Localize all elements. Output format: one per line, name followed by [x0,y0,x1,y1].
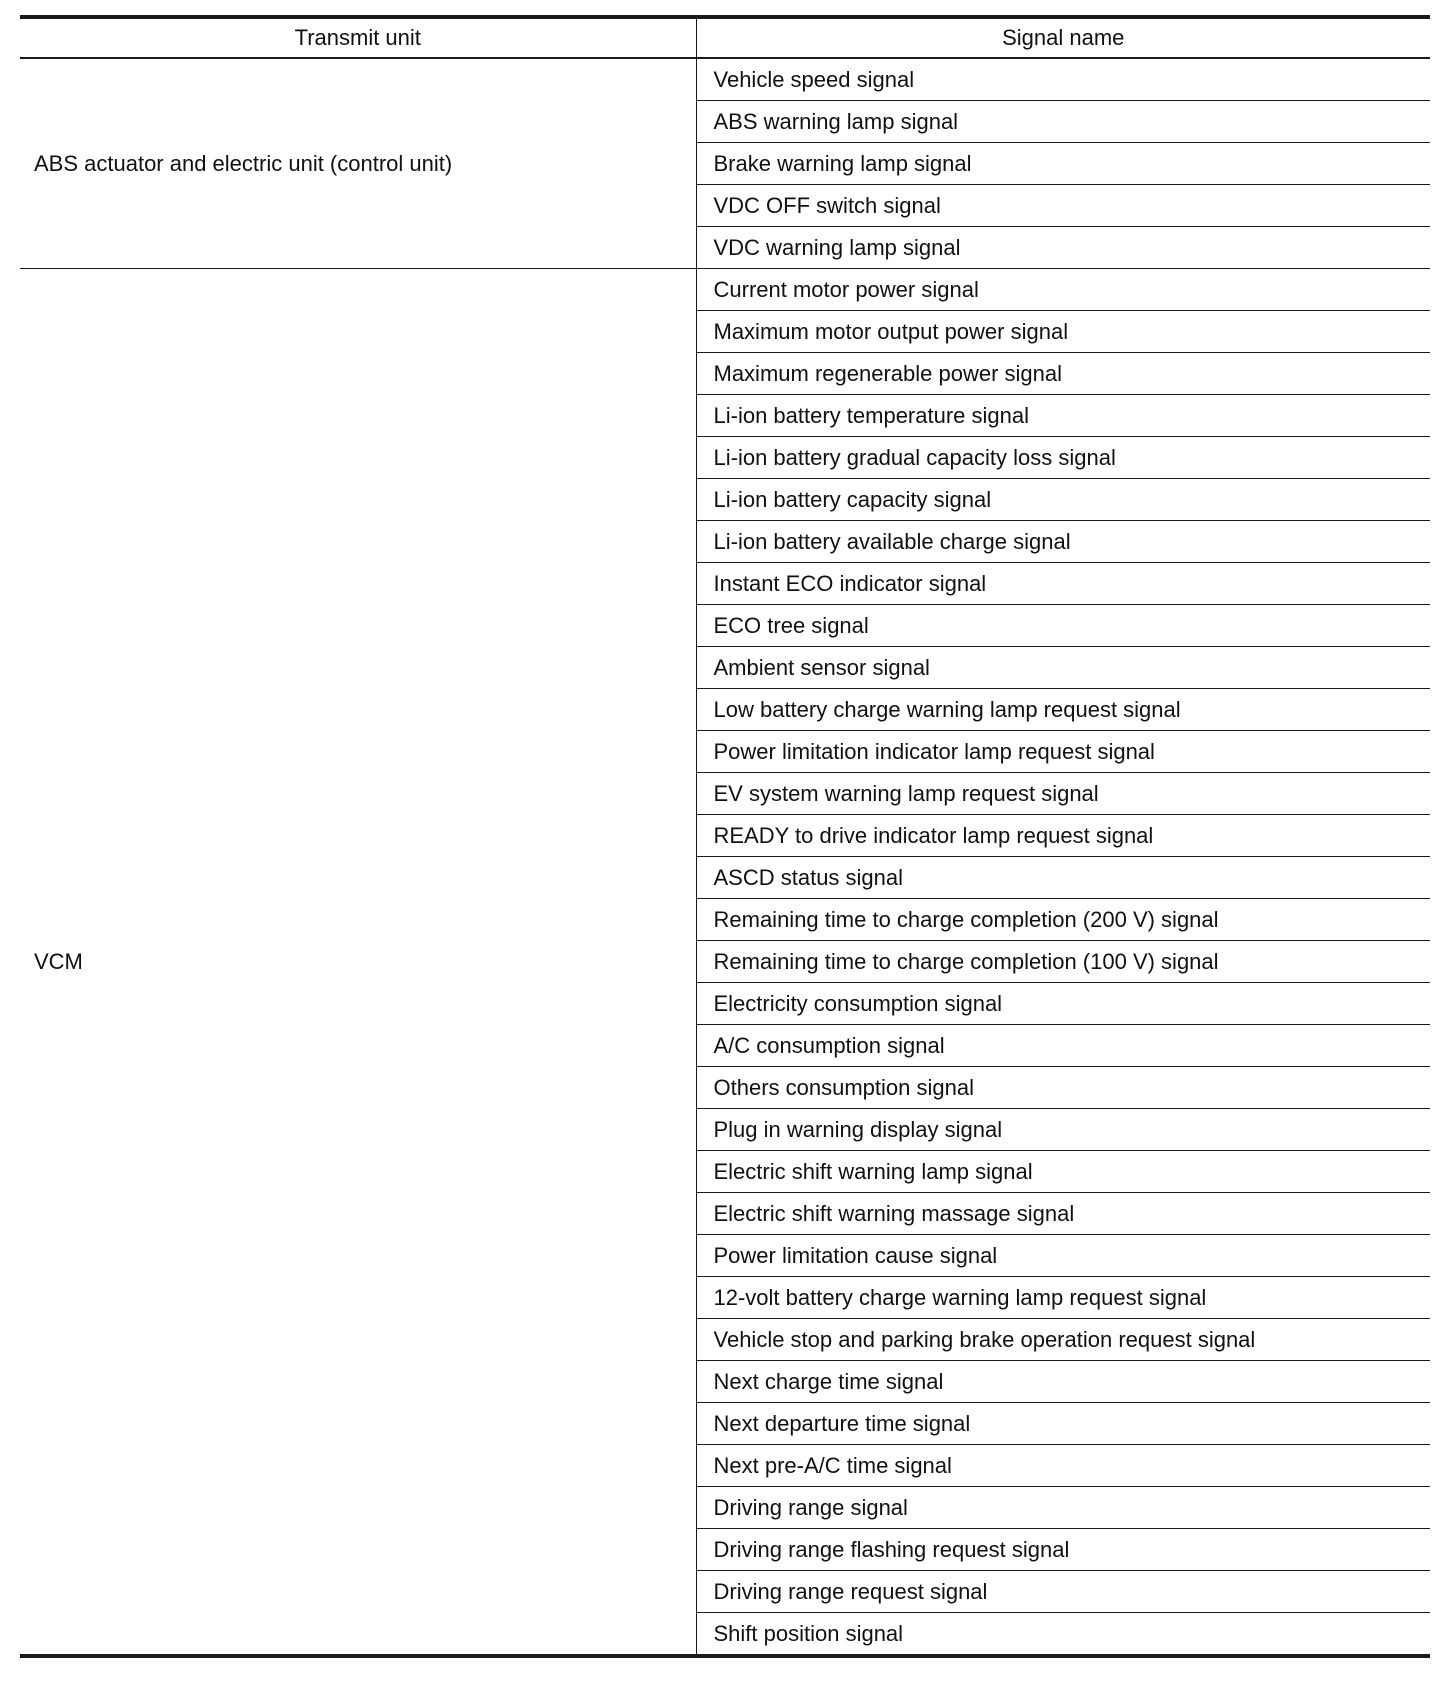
signal-name-cell: EV system warning lamp request signal [696,773,1430,815]
signal-name-cell: Li-ion battery capacity signal [696,479,1430,521]
signal-table [20,15,1430,1658]
signal-name-cell: Next charge time signal [696,1361,1430,1403]
signal-name-cell: Power limitation indicator lamp request signal [696,731,1430,773]
signal-name-cell: Power limitation cause signal [696,1235,1430,1277]
signal-name-cell: Electricity consumption signal [696,983,1430,1025]
header-row [20,17,1430,58]
signal-name-cell: Li-ion battery gradual capacity loss signal [696,437,1430,479]
signal-name-cell: VDC OFF switch signal [696,185,1430,227]
signal-name-cell: Others consumption signal [696,1067,1430,1109]
signal-name-cell: Li-ion battery temperature signal [696,395,1430,437]
signal-name-cell: A/C consumption signal [696,1025,1430,1067]
signal-name-cell: Current motor power signal [696,269,1430,311]
signal-name-cell: Remaining time to charge completion (100 V) signal [696,941,1430,983]
signal-name-cell: Electric shift warning lamp signal [696,1151,1430,1193]
signal-name-cell: ASCD status signal [696,857,1430,899]
transmit-unit-cell: ABS actuator and electric unit (control unit) [20,58,696,269]
signal-name-cell: Shift position signal [713,1620,904,1646]
signal-name-cell: Low battery charge warning lamp request signal [696,689,1430,731]
signal-name-cell: Li-ion battery available charge signal [696,521,1430,563]
signal-name-cell: Maximum regenerable power signal [696,353,1430,395]
signal-name-cell: Maximum motor output power signal [696,311,1430,353]
signal-name-cell: Ambient sensor signal [696,647,1430,689]
header-signal-name: Signal name [696,17,1430,58]
signal-name-cell: READY to drive indicator lamp request signal [696,815,1430,857]
signal-name-cell: Remaining time to charge completion (200 V) signal [696,899,1430,941]
signal-name-cell: Next pre-A/C time signal [696,1445,1430,1487]
signal-name-cell: Brake warning lamp signal [696,143,1430,185]
table-row [20,269,1430,311]
signal-name-cell: Vehicle stop and parking brake operation request signal [696,1319,1430,1361]
signal-name-cell: ECO tree signal [696,605,1430,647]
transmit-unit-cell: VCM [20,269,696,1657]
signal-name-cell: VDC warning lamp signal [696,227,1430,269]
signal-name-cell: 12-volt battery charge warning lamp request signal [696,1277,1430,1319]
header-transmit-unit: Transmit unit [20,17,696,58]
signal-name-cell: Instant ECO indicator signal [696,563,1430,605]
signal-name-cell: Driving range signal [696,1487,1430,1529]
signal-name-cell: Driving range request signal [696,1571,1430,1613]
signal-name-cell: Plug in warning display signal [696,1109,1430,1151]
table-row [20,58,1430,101]
signal-name-cell: Next departure time signal [696,1403,1430,1445]
signal-name-cell: Electric shift warning massage signal [696,1193,1430,1235]
signal-name-cell: Driving range flashing request signal [696,1529,1430,1571]
signal-name-cell: ABS warning lamp signal [696,101,1430,143]
signal-name-cell: Vehicle speed signal [696,58,1430,101]
table-body [20,58,1430,1656]
